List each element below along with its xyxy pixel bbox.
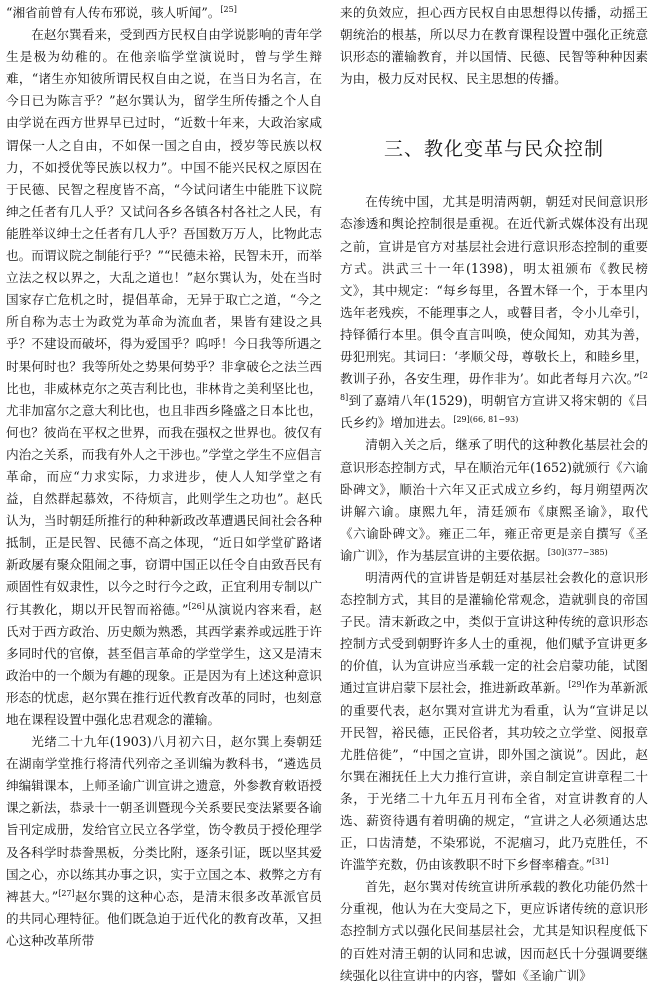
paragraph: “湘省前曾有人传布邪说，骇人听闻”。[25]: [6, 4, 237, 20]
paragraph: 清朝入关之后，继承了明代的这种教化基层社会的意识形态控制方式，早在顺治元年(1652)就颁行《六谕卧碑文》，顺治十六年又正式成立乡约，每月朔望两次讲解六谕。康熙九年，清廷颁布《康熙圣谕》，取代《六谕卧碑文》。雍正二年，雍正帝更是亲自撰写《圣谕广训》，作为基层宣讲的主要依据。$^{[30](377-385)}$: [340, 437, 648, 563]
paragraph: 首先，赵尔巽对传统宣讲所承载的教化功能仍然十分重视，他认为在大变局之下，更应诉诸传统的意识形态控制方式以强化民间基层社会，尤其是知识程度低下的百姓对清王朝的认同和忠诚，因而赵氏十分强调要继续强化以往宣讲中的内容，譬如《圣谕广训》: [340, 879, 648, 983]
footnote-ref: [29](66, 81−93): [453, 415, 519, 425]
footnote-ref: [25]: [220, 4, 237, 14]
paragraph: 在赵尔巽看来，受到西方民权自由学说影响的青年学生是极为幼稚的。在他亲临学堂演说时，曾与学生辩难，“诸生亦知彼所谓民权自由之说，在当日为名言，在今日已为陈言乎？”赵尔巽认为，留学生所传播之个人自由学说在西方世界早已过时，“近数十年来，大政治家咸谓保一人之自由，不如保一国之自由，授岁等民族以权力，不如授优等民族以权力”。中国不能兴民权之原因在于民德、民智之程度皆不高，“今试问诸生中能胜下议院绅之任者有几人乎？又试问各乡各镇各村各社之人民，有能胜举议绅士之任者有几人乎？吾国数万万人，比物此志也。而谓议院之制能行乎？”“民德未裕，民智未开，而举立法之权以界之，大乱之道也！”赵尔巽认为，处在当时国家存亡危机之时，提倡革命，无异于取亡之道，“今之所自称为志士为政党为革命为流血者，果皆有建设之具乎？不建设而破坏，得为爱国乎？呜呼！今日我等所遇之时果何时也？我等所处之势果何势乎？非拿破仑之法兰西比也，非威林克尔之英吉利比也，非林肯之美利坚比也，尤非加富尔之意大利比也，也且非西乡隆盛之日本比也，何也？彼尚在平权之世界，而我在强权之世界也。彼仅有内治之关系，而我有外人之干涉也。”学堂之学生不应倡言革命，而应“力求实际，力求进步，使人人知学堂之有益，自然群起慕效，不待烦言，此则学生之功也”。赵氏认为，当时朝廷所推行的种种新政改革遭遇民间社会各种抵制，正是民智、民德不高之体现，“近日如学堂矿路诸新政屡有聚众阻闹之事，窃谓中国正以任令自由致吾民有顽固性有奴隶性，以今之时行今之政，正宜利用专制以广行其教化，期以开民智而裕德。”[26]从演说内容来看，赵氏对于西方政治、历史颇为熟悉，其西学素养或远胜于许多同时代的官僚，甚至倡言革命的学堂学生，这又是清末政治中的一个颇为有趣的现象。正是因为有上述这种意识形态的忧虑，赵尔巽在推行近代教育改革的同时，也刻意地在课程设置中强化忠君观念的灌输。: [6, 27, 322, 727]
footnote-ref: [30](377−385): [547, 547, 608, 557]
section-heading: 三、教化变革与民众控制: [383, 138, 604, 161]
footnote-ref: [26]: [188, 601, 205, 611]
paragraph: 光绪二十九年(1903)八月初六日，赵尔巽上奏朝廷在湖南学堂推行将清代列帝之圣训编为教科书，“遴选员绅编辑课本，上师圣谕广训宣讲之遗意，外参教育敕语授课之新法，恭录十一朝圣训暨现今关系要民变法紧要各谕旨刊定成册，发给官立民立各学堂，饬令教员于授伦理学及各科学时恭誊黑板，分类比附，逐条引证，既以坚其爱国之心，亦以练其办事之识，实于立国之本、救弊之方有裨甚大。”[27]赵尔巽的这种心态，是清末很多改革派官员的共同心理特征。他们既急迫于近代化的教育改革，又担心这种改革所带: [6, 734, 323, 948]
footnote-ref: [29]: [568, 680, 585, 690]
footnote-ref: [31]: [592, 857, 609, 866]
footnote-ref: [28]: [340, 370, 648, 403]
paragraph: 来的负效应，担心西方民权自由思想得以传播，动摇王朝统治的根基，所以尽力在教育课程设置中强化正统意识形态的灌输教育，并以国情、民德、民智等种种因素为由，极力反对民权、民主思想的传播。: [340, 5, 648, 87]
left-column: [6, 2, 322, 952]
paragraph: 明清两代的宣讲皆是朝廷对基层社会教化的意识形态控制方式，其目的是灌输伦常观念，造就驯良的帝国子民。清末新政之中，类似于宣讲这种传统的意识形态控制方式受到朝野许多人士的重视，他们赋予宣讲更多的价值，认为宣讲应当承载一定的社会启蒙功能，试图通过宣讲启蒙下层社会，推进新政革新。[29]作为革新派的重要代表，赵尔巽对宣讲尤为看重，认为“宣讲足以开民智，裕民德，正民俗者，其功较之立学堂、阅报章尤胜倍徙”，“中国之宣讲，即外国之演说”。因此，赵尔巽在湘抚任上大力推行宣讲，亲自制定宣讲章程二十条，于光绪二十九年五月刊布全省，对宣讲教育的人选、薪资待遇有着明确的规定，“宣讲之人必须通达忠正，口齿清楚，不染邪说，不泥痼习，此乃克胜任，不许滥竽充数，仍由该教职不时下乡督率稽查。”[31]: [340, 569, 649, 873]
right-column: [340, 2, 648, 987]
paragraph: 在传统中国，尤其是明清两朝，朝廷对民间意识形态渗透和舆论控制很是重视。在近代新式媒体没有出现之前，宣讲是官方对基层社会进行意识形态控制的重要方式。洪武三十一年(1398)，明太祖颁布《教民榜文》，其中规定：“每乡每里，各置木铎一个，于本里内选年老残疾，不能理事之人，或瞽目者，令小儿牵引，持铎循行本里。俱令直言叫唤，使众闻知，劝其为善，毋犯刑宪。其词曰：‘孝顺父母，尊敬长上，和睦乡里，教训子孙，各安生理，毋作非为’。如此者每月六次。”[28]到了嘉靖八年(1529)，明朝官方宣讲又将宋朝的《吕氏乡约》增加进去。$^{[29](66, 81-93)}$: [340, 194, 648, 431]
footnote-ref: [27]: [58, 888, 75, 898]
